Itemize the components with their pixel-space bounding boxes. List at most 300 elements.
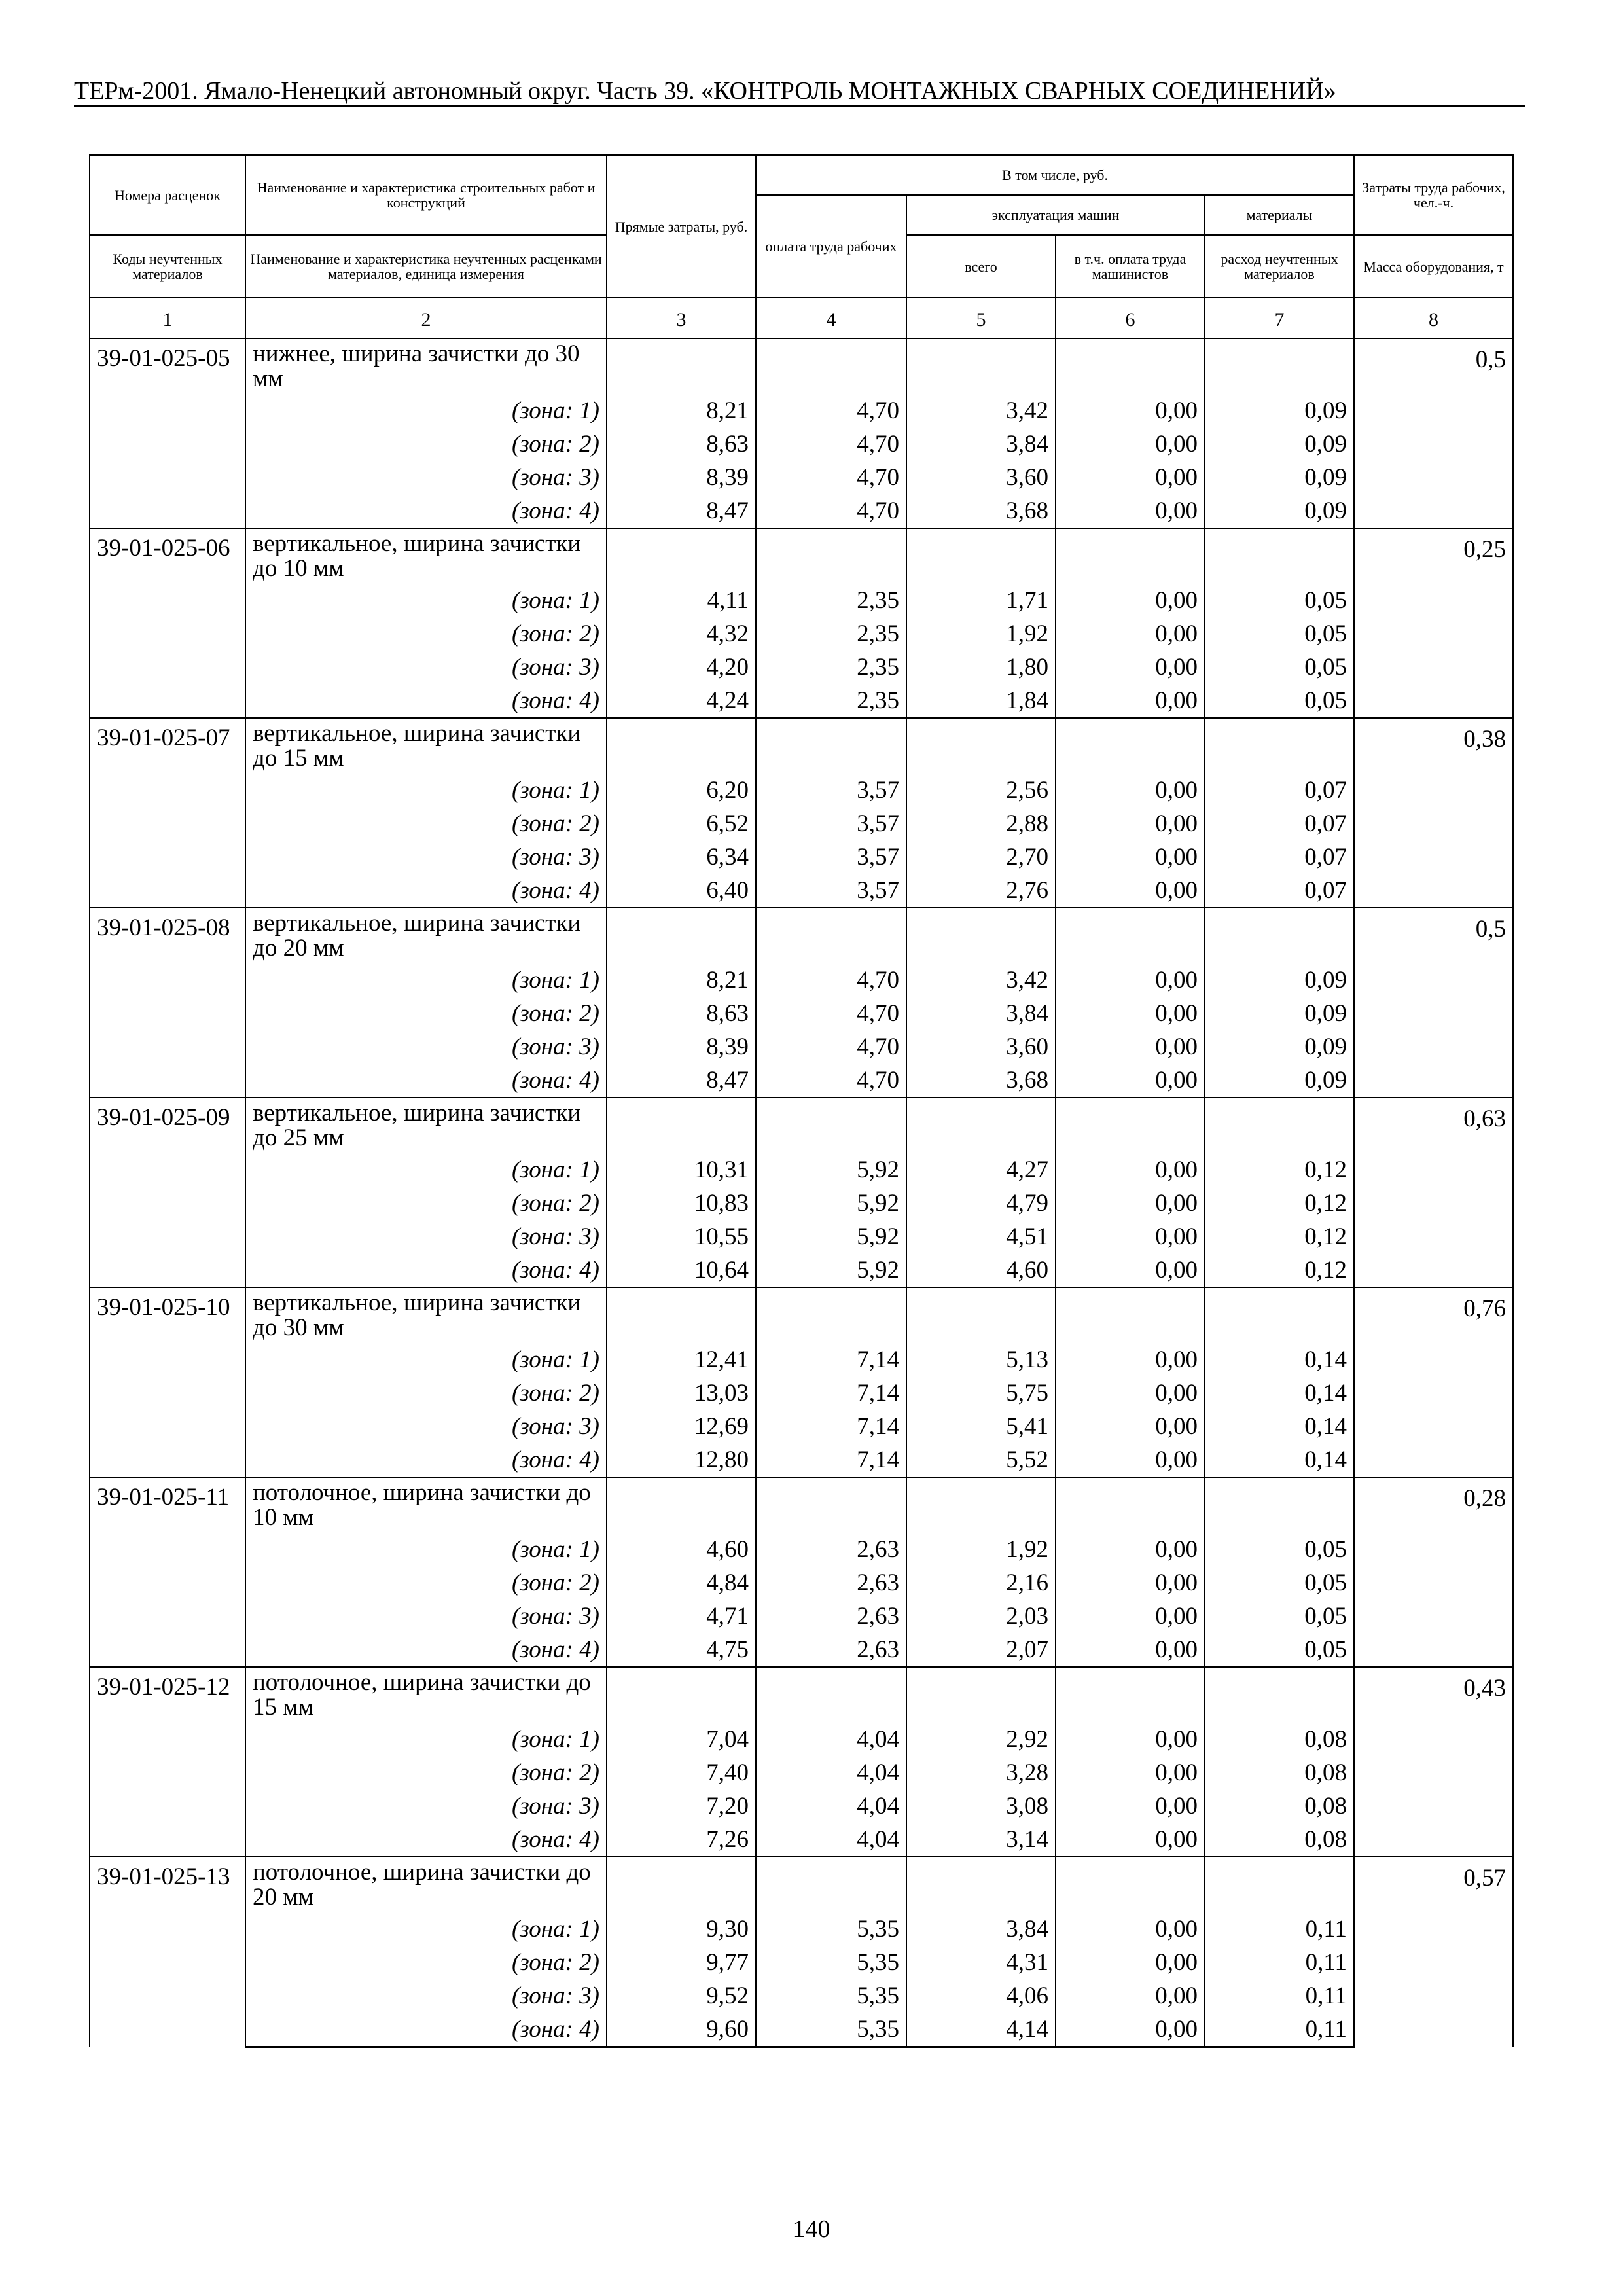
worker-pay-cell: 7,14 [756,1376,906,1410]
worker-pay-cell: 4,70 [756,461,906,494]
zone-label: (зона: 4) [245,2013,607,2047]
worker-pay-cell: 5,35 [756,1979,906,2013]
worker-pay-cell: 7,14 [756,1343,906,1376]
machines-total-cell: 2,56 [906,774,1056,807]
driver-pay-cell: 0,00 [1056,1343,1205,1376]
driver-pay-cell: 0,00 [1056,1566,1205,1600]
worker-pay-cell: 7,14 [756,1410,906,1443]
zone-label: (зона: 4) [245,1443,607,1477]
materials-cell: 0,07 [1205,874,1354,908]
direct-costs-cell: 8,21 [607,394,756,427]
worker-pay-cell: 4,70 [756,1064,906,1098]
rate-group [90,1098,1513,1287]
machines-total-cell: 2,70 [906,840,1056,874]
zone-label: (зона: 1) [245,1723,607,1756]
zone-label: (зона: 1) [245,1533,607,1566]
driver-pay-cell: 0,00 [1056,1253,1205,1287]
empty-cell [1056,718,1205,774]
direct-costs-cell: 7,20 [607,1789,756,1823]
header-materials: материалы [1205,195,1354,235]
worker-pay-cell: 4,04 [756,1823,906,1857]
document-header: ТЕРм-2001. Ямало-Ненецкий автономный округ. Часть 39. «КОНТРОЛЬ МОНТАЖНЫХ СВАРНЫХ СОЕДИНЕНИЙ» [74,77,1336,105]
materials-cell: 0,11 [1205,1912,1354,1946]
zone-label: (зона: 1) [245,1153,607,1187]
worker-pay-cell: 3,57 [756,874,906,908]
worker-pay-cell: 5,35 [756,1946,906,1979]
rate-code: 39-01-025-09 [90,1098,245,1287]
labor-costs: 0,38 [1354,718,1513,908]
zone-label: (зона: 1) [245,963,607,997]
rate-code: 39-01-025-06 [90,528,245,718]
materials-cell: 0,07 [1205,840,1354,874]
empty-cell [1056,908,1205,963]
labor-costs: 0,43 [1354,1667,1513,1857]
driver-pay-cell: 0,00 [1056,1756,1205,1789]
zone-label: (зона: 4) [245,1064,607,1098]
empty-cell [756,1667,906,1723]
rate-code: 39-01-025-12 [90,1667,245,1857]
direct-costs-cell: 9,30 [607,1912,756,1946]
rate-group [90,528,1513,718]
column-number: 2 [245,298,607,338]
direct-costs-cell: 8,39 [607,461,756,494]
zone-row [90,1343,1513,1376]
empty-cell [1205,528,1354,584]
zone-label: (зона: 3) [245,1030,607,1064]
table-header [90,155,1513,338]
zone-label: (зона: 3) [245,840,607,874]
rate-row [90,1098,1513,1153]
zone-label: (зона: 2) [245,807,607,840]
zone-label: (зона: 1) [245,1912,607,1946]
materials-cell: 0,09 [1205,461,1354,494]
materials-cell: 0,05 [1205,684,1354,718]
rate-row [90,1287,1513,1343]
worker-pay-cell: 5,92 [756,1220,906,1253]
machines-total-cell: 3,60 [906,1030,1056,1064]
zone-row [90,774,1513,807]
direct-costs-cell: 10,83 [607,1187,756,1220]
worker-pay-cell: 4,70 [756,997,906,1030]
driver-pay-cell: 0,00 [1056,394,1205,427]
driver-pay-cell: 0,00 [1056,1789,1205,1823]
zone-row [90,1533,1513,1566]
materials-cell: 0,05 [1205,617,1354,651]
worker-pay-cell: 5,92 [756,1187,906,1220]
materials-cell: 0,12 [1205,1220,1354,1253]
worker-pay-cell: 2,35 [756,584,906,617]
materials-cell: 0,11 [1205,2013,1354,2047]
empty-cell [1205,1287,1354,1343]
header-material-name: Наименование и характеристика неучтенных расценками материалов, единица измерения [245,235,607,298]
rate-row [90,1477,1513,1533]
column-number: 5 [906,298,1056,338]
empty-cell [906,338,1056,394]
zone-row [90,1946,1513,1979]
header-machine-operation: эксплуатация машин [906,195,1205,235]
materials-cell: 0,09 [1205,997,1354,1030]
direct-costs-cell: 8,47 [607,1064,756,1098]
worker-pay-cell: 5,92 [756,1253,906,1287]
direct-costs-cell: 6,34 [607,840,756,874]
driver-pay-cell: 0,00 [1056,1823,1205,1857]
direct-costs-cell: 4,84 [607,1566,756,1600]
direct-costs-cell: 8,21 [607,963,756,997]
rate-row [90,908,1513,963]
column-number: 3 [607,298,756,338]
zone-row [90,584,1513,617]
machines-total-cell: 3,68 [906,1064,1056,1098]
zone-label: (зона: 1) [245,774,607,807]
zone-row [90,394,1513,427]
rate-row [90,1667,1513,1723]
column-number: 4 [756,298,906,338]
empty-cell [1056,338,1205,394]
materials-cell: 0,12 [1205,1153,1354,1187]
worker-pay-cell: 4,70 [756,394,906,427]
direct-costs-cell: 12,41 [607,1343,756,1376]
worker-pay-cell: 3,57 [756,840,906,874]
driver-pay-cell: 0,00 [1056,1187,1205,1220]
machines-total-cell: 5,13 [906,1343,1056,1376]
driver-pay-cell: 0,00 [1056,651,1205,684]
materials-cell: 0,11 [1205,1979,1354,2013]
zone-row [90,1187,1513,1220]
machines-total-cell: 5,52 [906,1443,1056,1477]
labor-costs: 0,57 [1354,1857,1513,2047]
machines-total-cell: 4,27 [906,1153,1056,1187]
header-labor-costs: Затраты труда рабочих, чел.-ч. [1354,155,1513,235]
header-driver-pay: в т.ч. оплата труда машинистов [1056,235,1205,298]
empty-cell [607,1287,756,1343]
rate-code: 39-01-025-13 [90,1857,245,2047]
driver-pay-cell: 0,00 [1056,617,1205,651]
materials-cell: 0,08 [1205,1789,1354,1823]
rate-group [90,1477,1513,1667]
driver-pay-cell: 0,00 [1056,1533,1205,1566]
direct-costs-cell: 6,52 [607,807,756,840]
zone-label: (зона: 4) [245,684,607,718]
materials-cell: 0,07 [1205,774,1354,807]
price-table-container [89,154,1512,2048]
work-name: потолочное, ширина зачистки до 15 мм [245,1667,607,1723]
empty-cell [1056,1098,1205,1153]
zone-label: (зона: 2) [245,1946,607,1979]
worker-pay-cell: 5,92 [756,1153,906,1187]
empty-cell [607,1098,756,1153]
machines-total-cell: 3,84 [906,427,1056,461]
direct-costs-cell: 4,11 [607,584,756,617]
empty-cell [1205,1857,1354,1912]
machines-total-cell: 1,92 [906,617,1056,651]
empty-cell [1056,1477,1205,1533]
zone-row [90,1443,1513,1477]
materials-cell: 0,09 [1205,394,1354,427]
driver-pay-cell: 0,00 [1056,1153,1205,1187]
machines-total-cell: 3,42 [906,963,1056,997]
materials-cell: 0,05 [1205,651,1354,684]
machines-total-cell: 1,84 [906,684,1056,718]
rate-group [90,1857,1513,2047]
empty-cell [1056,1667,1205,1723]
worker-pay-cell: 5,35 [756,1912,906,1946]
header-direct-costs: Прямые затраты, руб. [607,155,756,298]
zone-row [90,2013,1513,2047]
zone-row [90,1912,1513,1946]
empty-cell [607,338,756,394]
direct-costs-cell: 8,47 [607,494,756,528]
zone-row [90,1723,1513,1756]
empty-cell [756,718,906,774]
materials-cell: 0,08 [1205,1823,1354,1857]
zone-label: (зона: 3) [245,1410,607,1443]
machines-total-cell: 2,16 [906,1566,1056,1600]
labor-costs: 0,5 [1354,338,1513,528]
rate-code: 39-01-025-05 [90,338,245,528]
empty-cell [906,1287,1056,1343]
header-rate-numbers: Номера расценок [90,155,245,235]
work-name: нижнее, ширина зачистки до 30 мм [245,338,607,394]
work-name: вертикальное, ширина зачистки до 30 мм [245,1287,607,1343]
empty-cell [906,1667,1056,1723]
worker-pay-cell: 2,35 [756,684,906,718]
zone-row [90,1220,1513,1253]
materials-cell: 0,05 [1205,1633,1354,1667]
rate-row [90,528,1513,584]
empty-cell [756,908,906,963]
zone-label: (зона: 2) [245,997,607,1030]
zone-label: (зона: 3) [245,1979,607,2013]
driver-pay-cell: 0,00 [1056,1220,1205,1253]
empty-cell [906,1098,1056,1153]
empty-cell [1205,718,1354,774]
driver-pay-cell: 0,00 [1056,427,1205,461]
direct-costs-cell: 6,40 [607,874,756,908]
materials-cell: 0,14 [1205,1410,1354,1443]
rate-code: 39-01-025-10 [90,1287,245,1477]
zone-row [90,494,1513,528]
driver-pay-cell: 0,00 [1056,1912,1205,1946]
rate-group [90,718,1513,908]
materials-cell: 0,09 [1205,1064,1354,1098]
rate-row [90,1857,1513,1912]
empty-cell [1056,528,1205,584]
worker-pay-cell: 3,57 [756,807,906,840]
zone-label: (зона: 3) [245,461,607,494]
machines-total-cell: 5,75 [906,1376,1056,1410]
direct-costs-cell: 10,64 [607,1253,756,1287]
worker-pay-cell: 4,70 [756,963,906,997]
worker-pay-cell: 7,14 [756,1443,906,1477]
zone-label: (зона: 2) [245,617,607,651]
empty-cell [906,1477,1056,1533]
worker-pay-cell: 2,63 [756,1533,906,1566]
work-name: вертикальное, ширина зачистки до 15 мм [245,718,607,774]
direct-costs-cell: 4,75 [607,1633,756,1667]
empty-cell [756,1477,906,1533]
empty-cell [756,528,906,584]
empty-cell [756,1287,906,1343]
machines-total-cell: 3,14 [906,1823,1056,1857]
empty-cell [1205,338,1354,394]
column-number: 8 [1354,298,1513,338]
machines-total-cell: 1,71 [906,584,1056,617]
driver-pay-cell: 0,00 [1056,963,1205,997]
driver-pay-cell: 0,00 [1056,874,1205,908]
worker-pay-cell: 2,35 [756,617,906,651]
worker-pay-cell: 2,35 [756,651,906,684]
driver-pay-cell: 0,00 [1056,1064,1205,1098]
materials-cell: 0,12 [1205,1187,1354,1220]
zone-label: (зона: 2) [245,1566,607,1600]
direct-costs-cell: 9,77 [607,1946,756,1979]
work-name: вертикальное, ширина зачистки до 25 мм [245,1098,607,1153]
empty-cell [756,338,906,394]
direct-costs-cell: 7,40 [607,1756,756,1789]
direct-costs-cell: 8,63 [607,997,756,1030]
rate-code: 39-01-025-07 [90,718,245,908]
machines-total-cell: 3,60 [906,461,1056,494]
materials-cell: 0,09 [1205,963,1354,997]
machines-total-cell: 3,28 [906,1756,1056,1789]
zone-row [90,1253,1513,1287]
machines-total-cell: 2,92 [906,1723,1056,1756]
zone-row [90,1633,1513,1667]
rate-code: 39-01-025-08 [90,908,245,1098]
machines-total-cell: 4,14 [906,2013,1056,2047]
header-including: В том числе, руб. [756,155,1354,195]
materials-cell: 0,05 [1205,1600,1354,1633]
empty-cell [607,718,756,774]
zone-label: (зона: 4) [245,1633,607,1667]
empty-cell [607,528,756,584]
materials-cell: 0,05 [1205,1533,1354,1566]
driver-pay-cell: 0,00 [1056,997,1205,1030]
worker-pay-cell: 3,57 [756,774,906,807]
driver-pay-cell: 0,00 [1056,1376,1205,1410]
driver-pay-cell: 0,00 [1056,584,1205,617]
work-name: вертикальное, ширина зачистки до 20 мм [245,908,607,963]
header-work-name: Наименование и характеристика строительных работ и конструкций [245,155,607,235]
zone-row [90,1756,1513,1789]
zone-row [90,651,1513,684]
machines-total-cell: 5,41 [906,1410,1056,1443]
materials-cell: 0,08 [1205,1756,1354,1789]
worker-pay-cell: 4,70 [756,494,906,528]
zone-label: (зона: 4) [245,494,607,528]
driver-pay-cell: 0,00 [1056,1979,1205,2013]
empty-cell [906,908,1056,963]
zone-label: (зона: 4) [245,874,607,908]
machines-total-cell: 2,76 [906,874,1056,908]
worker-pay-cell: 4,04 [756,1756,906,1789]
direct-costs-cell: 6,20 [607,774,756,807]
empty-cell [607,1857,756,1912]
empty-cell [906,528,1056,584]
column-number: 7 [1205,298,1354,338]
machines-total-cell: 2,88 [906,807,1056,840]
driver-pay-cell: 0,00 [1056,1410,1205,1443]
labor-costs: 0,25 [1354,528,1513,718]
direct-costs-cell: 9,60 [607,2013,756,2047]
machines-total-cell: 4,60 [906,1253,1056,1287]
direct-costs-cell: 7,04 [607,1723,756,1756]
worker-pay-cell: 4,70 [756,1030,906,1064]
header-material-codes: Коды неучтенных материалов [90,235,245,298]
materials-cell: 0,07 [1205,807,1354,840]
zone-label: (зона: 1) [245,584,607,617]
empty-cell [1205,1477,1354,1533]
driver-pay-cell: 0,00 [1056,840,1205,874]
zone-row [90,1566,1513,1600]
rate-row [90,718,1513,774]
direct-costs-cell: 4,20 [607,651,756,684]
worker-pay-cell: 2,63 [756,1566,906,1600]
zone-label: (зона: 3) [245,1600,607,1633]
zone-label: (зона: 2) [245,1376,607,1410]
worker-pay-cell: 4,04 [756,1789,906,1823]
driver-pay-cell: 0,00 [1056,1600,1205,1633]
direct-costs-cell: 12,69 [607,1410,756,1443]
driver-pay-cell: 0,00 [1056,774,1205,807]
machines-total-cell: 1,80 [906,651,1056,684]
zone-row [90,1064,1513,1098]
zone-row [90,1979,1513,2013]
direct-costs-cell: 4,71 [607,1600,756,1633]
zone-label: (зона: 3) [245,1220,607,1253]
zone-label: (зона: 3) [245,1789,607,1823]
zone-row [90,963,1513,997]
materials-cell: 0,12 [1205,1253,1354,1287]
empty-cell [1205,908,1354,963]
direct-costs-cell: 4,32 [607,617,756,651]
page-number: 140 [793,2215,830,2243]
worker-pay-cell: 5,35 [756,2013,906,2047]
empty-cell [607,1667,756,1723]
empty-cell [1205,1667,1354,1723]
materials-cell: 0,11 [1205,1946,1354,1979]
zone-row [90,427,1513,461]
worker-pay-cell: 4,04 [756,1723,906,1756]
labor-costs: 0,63 [1354,1098,1513,1287]
zone-row [90,617,1513,651]
zone-label: (зона: 1) [245,1343,607,1376]
zone-row [90,997,1513,1030]
header-material-consumption: расход неучтенных материалов [1205,235,1354,298]
materials-cell: 0,09 [1205,427,1354,461]
direct-costs-cell: 8,63 [607,427,756,461]
driver-pay-cell: 0,00 [1056,494,1205,528]
zone-row [90,840,1513,874]
worker-pay-cell: 4,70 [756,427,906,461]
zone-label: (зона: 2) [245,427,607,461]
direct-costs-cell: 13,03 [607,1376,756,1410]
work-name: вертикальное, ширина зачистки до 10 мм [245,528,607,584]
zone-label: (зона: 3) [245,651,607,684]
machines-total-cell: 2,07 [906,1633,1056,1667]
direct-costs-cell: 10,31 [607,1153,756,1187]
rate-group [90,1667,1513,1857]
zone-row [90,1376,1513,1410]
materials-cell: 0,09 [1205,494,1354,528]
empty-cell [756,1098,906,1153]
header-rule [74,105,1525,107]
machines-total-cell: 4,51 [906,1220,1056,1253]
direct-costs-cell: 9,52 [607,1979,756,2013]
zone-row [90,1030,1513,1064]
column-number: 1 [90,298,245,338]
column-number: 6 [1056,298,1205,338]
